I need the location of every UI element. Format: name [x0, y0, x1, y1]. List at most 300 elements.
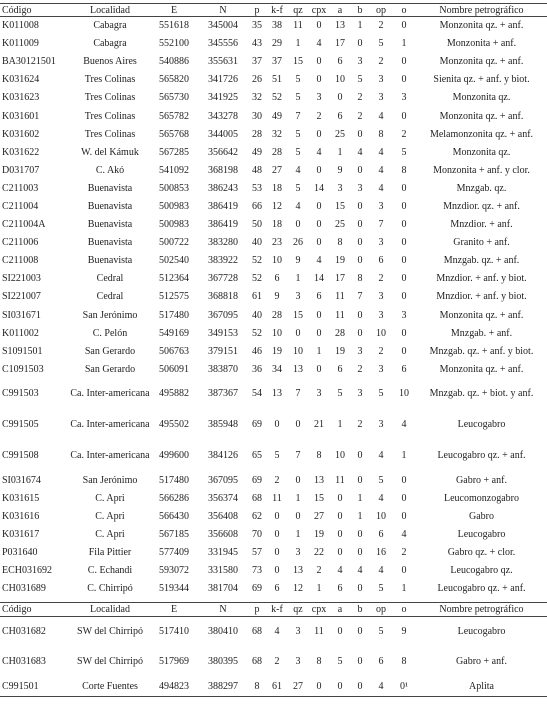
cell-value: 32 — [252, 92, 262, 104]
cell-value: 6 — [337, 110, 343, 122]
cell-value: 4 — [357, 565, 363, 577]
cell-value: 3 — [357, 388, 363, 400]
col-header-qz: qz — [288, 603, 308, 617]
cell-value: 32 — [272, 128, 282, 140]
table-row — [0, 35, 547, 53]
cell-value: 345556 — [208, 38, 238, 50]
cell-value: 0 — [401, 74, 407, 86]
cell-value: 15 — [314, 493, 324, 505]
cell-nombre: Monzonita qz. — [452, 92, 511, 104]
cell-value: 331945 — [208, 547, 238, 559]
cell-value: 384126 — [208, 450, 238, 462]
cell-value: 30 — [252, 110, 262, 122]
cell-localidad: Corte Fuentes — [70, 677, 150, 697]
cell-value: 1 — [401, 38, 407, 50]
cell-value: 61 — [252, 291, 262, 303]
cell-value: 5 — [295, 74, 301, 86]
cell-value: 495882 — [159, 388, 189, 400]
col-header-o: o — [392, 4, 416, 17]
cell-value: 565768 — [159, 128, 189, 140]
cell-value: 1 — [357, 493, 363, 505]
cell-localidad: San Gerardo — [84, 363, 136, 375]
table-row — [0, 409, 547, 440]
cell-value: 6 — [378, 255, 384, 267]
cell-value: 388297 — [198, 677, 248, 697]
table-header-row — [0, 603, 547, 617]
cell-value: 3 — [357, 56, 363, 68]
cell-value: 0 — [401, 474, 407, 486]
cell-localidad: Buenavista — [87, 219, 133, 231]
cell-localidad: C. Pelón — [92, 327, 128, 339]
cell-value: 566430 — [159, 511, 189, 523]
cell-value: 52 — [272, 92, 282, 104]
cell-value: 5 — [401, 146, 407, 158]
cell-value: 10 — [293, 345, 303, 357]
cell-value: 506091 — [159, 363, 189, 375]
cell-value: 385948 — [208, 419, 238, 431]
cell-nombre: Leucogabro qz. + anf. — [437, 450, 526, 462]
table-row — [0, 544, 547, 562]
col-header-e: E — [150, 4, 198, 17]
col-header-localidad: Localidad — [70, 603, 150, 617]
cell-value: 65 — [252, 450, 262, 462]
cell-value: 10 — [272, 255, 282, 267]
cell-value: 500983 — [159, 200, 189, 212]
cell-localidad: C. Akó — [95, 164, 125, 176]
cell-codigo: BA30121501 — [2, 56, 56, 68]
cell-codigo: SI221003 — [2, 273, 41, 285]
cell-value: 35 — [252, 20, 262, 32]
cell-value: 66 — [252, 200, 262, 212]
cell-codigo: C991503 — [2, 388, 39, 400]
cell-value: 3 — [295, 656, 301, 667]
table-row — [0, 580, 547, 598]
cell-value: 0 — [401, 237, 407, 249]
cell-value: 2 — [401, 128, 407, 140]
cell-value: 19 — [335, 345, 345, 357]
cell-value: 3 — [357, 182, 363, 194]
cell-value: 0 — [337, 529, 343, 541]
cell-nombre: Monzonita + anf. y clor. — [433, 164, 530, 176]
cell-value: 11 — [293, 20, 303, 32]
cell-value: 8 — [401, 656, 407, 667]
table-row — [0, 526, 547, 544]
cell-nombre: Monzonita qz. + anf. — [439, 20, 524, 32]
cell-value: 4 — [295, 164, 301, 176]
table-row — [0, 125, 547, 143]
cell-value: 22 — [314, 547, 324, 559]
cell-value: 57 — [252, 547, 262, 559]
cell-value: 1 — [295, 273, 301, 285]
cell-localidad: Tres Colinas — [84, 92, 136, 104]
cell-value: 3 — [378, 419, 384, 431]
cell-codigo: K031622 — [2, 146, 40, 158]
cell-value: 4 — [295, 200, 301, 212]
cell-value: 0 — [357, 219, 363, 231]
cell-value: 61 — [266, 677, 288, 697]
cell-value: 0 — [357, 327, 363, 339]
cell-nombre: Monzonita + anf. — [446, 38, 517, 50]
cell-localidad: Buenavista — [87, 237, 133, 249]
table-row — [0, 143, 547, 161]
cell-value: 18 — [272, 219, 282, 231]
cell-value: 0 — [401, 345, 407, 357]
cell-value: 28 — [272, 146, 282, 158]
col-header-nombre: Nombre petrográfico — [416, 4, 547, 17]
cell-codigo: K031602 — [2, 128, 40, 140]
table-row — [0, 562, 547, 580]
cell-value: 5 — [337, 388, 343, 400]
cell-value: 4 — [378, 164, 384, 176]
cell-value: 500722 — [159, 237, 189, 249]
cell-value: 0 — [337, 511, 343, 523]
cell-value: 52 — [252, 327, 262, 339]
cell-localidad: Buenos Aires — [83, 56, 137, 68]
cell-nombre: Melamonzonita qz. + anf. — [429, 128, 534, 140]
cell-nombre: Monzonita qz. + anf. — [439, 363, 524, 375]
cell-value: 5 — [337, 656, 343, 667]
cell-value: 2 — [357, 92, 363, 104]
cell-value: 0 — [357, 626, 363, 638]
cell-value: 6 — [401, 363, 407, 375]
table-row — [0, 471, 547, 489]
cell-value: 28 — [335, 327, 345, 339]
cell-value: 8 — [357, 273, 363, 285]
cell-value: 0 — [316, 200, 322, 212]
cell-value: 517969 — [159, 656, 189, 667]
cell-value: 8 — [248, 677, 266, 697]
cell-value: 49 — [272, 110, 282, 122]
col-header-kf: k-f — [266, 603, 288, 617]
cell-localidad: Buenavista — [87, 255, 133, 267]
cell-codigo: K011009 — [2, 38, 39, 50]
cell-value: 4 — [378, 146, 384, 158]
cell-value: 519344 — [159, 583, 189, 595]
cell-value: 10 — [376, 327, 386, 339]
cell-value: 49 — [252, 146, 262, 158]
cell-value: 0 — [401, 565, 407, 577]
cell-value: 4 — [401, 419, 407, 431]
cell-value: 379151 — [208, 345, 238, 357]
cell-value: 0 — [357, 474, 363, 486]
cell-value: 0 — [316, 20, 322, 32]
cell-value: 54 — [252, 388, 262, 400]
cell-value: 356374 — [208, 493, 238, 505]
cell-value: 1 — [357, 511, 363, 523]
cell-value: 343278 — [208, 110, 238, 122]
table-row — [0, 89, 547, 107]
cell-value: 565782 — [159, 110, 189, 122]
cell-nombre: Leucogabro — [457, 626, 506, 638]
cell-value: 345004 — [208, 20, 238, 32]
cell-value: 356608 — [208, 529, 238, 541]
cell-value: 10 — [376, 511, 386, 523]
cell-value: 27 — [314, 511, 324, 523]
cell-value: 3 — [378, 291, 384, 303]
cell-nombre: Gabro qz. + clor. — [447, 547, 516, 559]
cell-value: 15 — [335, 200, 345, 212]
cell-value: 0 — [401, 255, 407, 267]
cell-value: 3 — [378, 92, 384, 104]
table-row — [0, 378, 547, 409]
cell-codigo: K031616 — [2, 511, 40, 523]
cell-value: 62 — [252, 511, 262, 523]
col-header-op: op — [370, 603, 392, 617]
col-header-localidad: Localidad — [70, 4, 150, 17]
cell-value: 386243 — [208, 182, 238, 194]
petrographic-table — [0, 3, 547, 598]
cell-value: 68 — [252, 626, 262, 638]
col-header-a: a — [330, 4, 350, 17]
cell-value: 0 — [274, 547, 280, 559]
table-row — [0, 234, 547, 252]
cell-value: 0 — [316, 309, 322, 321]
cell-value: 0 — [337, 493, 343, 505]
cell-localidad: Ca. Inter-americana — [70, 388, 150, 400]
cell-value: 26 — [252, 74, 262, 86]
cell-nombre: Gabro + anf. — [456, 474, 507, 486]
cell-value: 0 — [401, 182, 407, 194]
cell-value: 5 — [357, 74, 363, 86]
cell-value: 51 — [272, 74, 282, 86]
cell-value: 383870 — [208, 363, 238, 375]
col-header-codigo: Código — [0, 603, 70, 617]
cell-value: 37 — [272, 56, 282, 68]
cell-codigo: ECH031692 — [2, 565, 52, 577]
col-header-op: op — [370, 4, 392, 17]
col-header-p: p — [248, 4, 266, 17]
cell-value: 0 — [401, 511, 407, 523]
cell-codigo: SI221007 — [2, 291, 41, 303]
cell-localidad: Fila Pittier — [88, 547, 132, 559]
cell-localidad: SW del Chirripó — [77, 626, 143, 638]
cell-value: 5 — [378, 388, 384, 400]
cell-value: 7 — [295, 450, 301, 462]
cell-value: 50 — [252, 219, 262, 231]
cell-value: 0 — [295, 419, 301, 431]
cell-value: 367095 — [208, 474, 238, 486]
cell-value: 3 — [316, 92, 322, 104]
cell-codigo: CH031689 — [2, 583, 46, 595]
cell-value: 0 — [357, 200, 363, 212]
cell-value: 4 — [316, 255, 322, 267]
cell-codigo: D031707 — [2, 164, 40, 176]
col-header-kf: k-f — [266, 4, 288, 17]
table-row — [0, 677, 547, 697]
cell-value: 25 — [335, 128, 345, 140]
cell-value: 6 — [274, 583, 280, 595]
cell-value: 386419 — [208, 219, 238, 231]
cell-value: 14 — [314, 182, 324, 194]
cell-value: 7 — [295, 388, 301, 400]
cell-value: 3 — [378, 74, 384, 86]
cell-nombre: Mnzdior. + anf. — [450, 219, 513, 231]
cell-value: 11 — [272, 493, 282, 505]
cell-value: 1 — [357, 20, 363, 32]
cell-localidad: Tres Colinas — [84, 110, 136, 122]
cell-localidad: C. Chirripó — [87, 583, 133, 595]
cell-nombre: Mnzgab. qz. + biot. y anf. — [429, 388, 534, 400]
cell-value: 27 — [272, 164, 282, 176]
cell-value: 1 — [316, 583, 322, 595]
cell-value: 5 — [378, 626, 384, 638]
cell-value: 15 — [293, 56, 303, 68]
cell-value: 4 — [316, 38, 322, 50]
cell-value: 43 — [252, 38, 262, 50]
cell-value: 0 — [357, 583, 363, 595]
cell-value: 2 — [357, 419, 363, 431]
cell-localidad: SW del Chirripó — [77, 656, 143, 667]
cell-value: 3 — [401, 92, 407, 104]
cell-codigo: SI031671 — [2, 309, 41, 321]
cell-value: 3 — [337, 182, 343, 194]
cell-value: 0 — [357, 547, 363, 559]
table-row — [0, 71, 547, 89]
col-header-qz: qz — [288, 4, 308, 17]
cell-codigo: K031617 — [2, 529, 40, 541]
cell-value: 48 — [252, 164, 262, 176]
cell-value: 11 — [335, 309, 345, 321]
cell-value: 502540 — [159, 255, 189, 267]
cell-value: 341925 — [208, 92, 238, 104]
table-row — [0, 179, 547, 197]
cell-value: 6 — [337, 56, 343, 68]
cell-localidad: Ca. Inter-americana — [70, 450, 150, 462]
cell-nombre: Leucogabro qz. + anf. — [437, 583, 526, 595]
cell-value: 4 — [378, 450, 384, 462]
cell-value: 69 — [252, 583, 262, 595]
cell-value: 3 — [295, 626, 301, 638]
cell-value: 28 — [272, 309, 282, 321]
cell-value: 367095 — [208, 309, 238, 321]
cell-value: 7 — [378, 219, 384, 231]
cell-value: 0 — [401, 56, 407, 68]
cell-localidad: W. del Kámuk — [81, 146, 139, 158]
cell-value: 512575 — [159, 291, 189, 303]
cell-value: 4 — [378, 182, 384, 194]
cell-nombre: Mnzgab. qz. + anf. — [443, 255, 520, 267]
cell-value: 4 — [357, 146, 363, 158]
cell-value: 25 — [335, 219, 345, 231]
cell-value: 4 — [316, 146, 322, 158]
cell-value: 6 — [274, 273, 280, 285]
cell-value: 0¹ — [392, 677, 416, 697]
cell-value: 495502 — [159, 419, 189, 431]
cell-nombre: Mnzdior. + anf. y biot. — [436, 291, 527, 303]
cell-value: 565730 — [159, 92, 189, 104]
col-header-o: o — [392, 603, 416, 617]
cell-value: 567285 — [159, 146, 189, 158]
col-header-n: N — [198, 4, 248, 17]
cell-value: 499600 — [159, 450, 189, 462]
cell-value: 0 — [337, 547, 343, 559]
table-row — [0, 161, 547, 179]
cell-nombre: Mnzgab. qz. + anf. y biot. — [429, 345, 534, 357]
cell-value: 11 — [314, 626, 324, 638]
cell-value: 0 — [274, 529, 280, 541]
cell-value: 52 — [252, 273, 262, 285]
cell-value: 0 — [337, 626, 343, 638]
cell-value: 5 — [274, 450, 280, 462]
cell-nombre: Leucogabro qz. — [450, 565, 513, 577]
cell-nombre: Sienita qz. + anf. y biot. — [433, 74, 530, 86]
cell-value: 13 — [293, 363, 303, 375]
cell-value: 0 — [401, 273, 407, 285]
cell-value: 387367 — [208, 388, 238, 400]
cell-localidad: Ca. Inter-americana — [70, 419, 150, 431]
cell-value: 0 — [357, 237, 363, 249]
cell-value: 0 — [316, 128, 322, 140]
cell-value: 1 — [295, 529, 301, 541]
cell-value: 517480 — [159, 309, 189, 321]
cell-value: 0 — [274, 565, 280, 577]
cell-value: 17 — [335, 38, 345, 50]
cell-value: 36 — [252, 363, 262, 375]
table-header-row — [0, 4, 547, 17]
table-row — [0, 306, 547, 324]
cell-localidad: Buenavista — [87, 200, 133, 212]
cell-nombre: Leucogabro — [457, 529, 506, 541]
cell-value: 0 — [295, 474, 301, 486]
cell-value: 0 — [308, 677, 330, 697]
cell-value: 3 — [378, 363, 384, 375]
cell-value: 69 — [252, 474, 262, 486]
cell-value: 0 — [316, 363, 322, 375]
cell-value: 383922 — [208, 255, 238, 267]
cell-codigo: C1091503 — [2, 363, 44, 375]
cell-value: 8 — [337, 237, 343, 249]
cell-codigo: K031601 — [2, 110, 40, 122]
col-header-p: p — [248, 603, 266, 617]
cell-value: 13 — [293, 565, 303, 577]
cell-value: 0 — [295, 327, 301, 339]
table-row — [0, 489, 547, 507]
cell-value: 29 — [272, 38, 282, 50]
cell-value: 21 — [314, 419, 324, 431]
cell-value: 0 — [357, 450, 363, 462]
cell-value: 6 — [316, 291, 322, 303]
cell-nombre: Mnzdior. + anf. y biot. — [436, 273, 527, 285]
cell-value: 2 — [378, 20, 384, 32]
cell-value: 0 — [330, 677, 350, 697]
table-row — [0, 360, 547, 378]
cell-value: 5 — [378, 474, 384, 486]
cell-codigo: P031640 — [2, 547, 38, 559]
cell-codigo: K031623 — [2, 92, 40, 104]
cell-value: 349153 — [208, 327, 238, 339]
cell-value: 19 — [314, 529, 324, 541]
col-header-a: a — [330, 603, 350, 617]
cell-value: 0 — [401, 493, 407, 505]
cell-value: 0 — [401, 200, 407, 212]
cell-value: 356408 — [208, 511, 238, 523]
cell-value: 38 — [272, 20, 282, 32]
cell-value: 23 — [272, 237, 282, 249]
cell-value: 10 — [272, 327, 282, 339]
table-row — [0, 270, 547, 288]
cell-value: 565820 — [159, 74, 189, 86]
cell-localidad: Buenavista — [87, 182, 133, 194]
cell-value: 9 — [337, 164, 343, 176]
cell-value: 331580 — [208, 565, 238, 577]
cell-value: 1 — [295, 38, 301, 50]
cell-value: 355631 — [208, 56, 238, 68]
cell-value: 13 — [314, 474, 324, 486]
cell-value: 5 — [295, 146, 301, 158]
petrographic-table-continued — [0, 602, 547, 697]
cell-value: 2 — [378, 273, 384, 285]
cell-nombre: Mnzgab. + anf. — [450, 327, 513, 339]
